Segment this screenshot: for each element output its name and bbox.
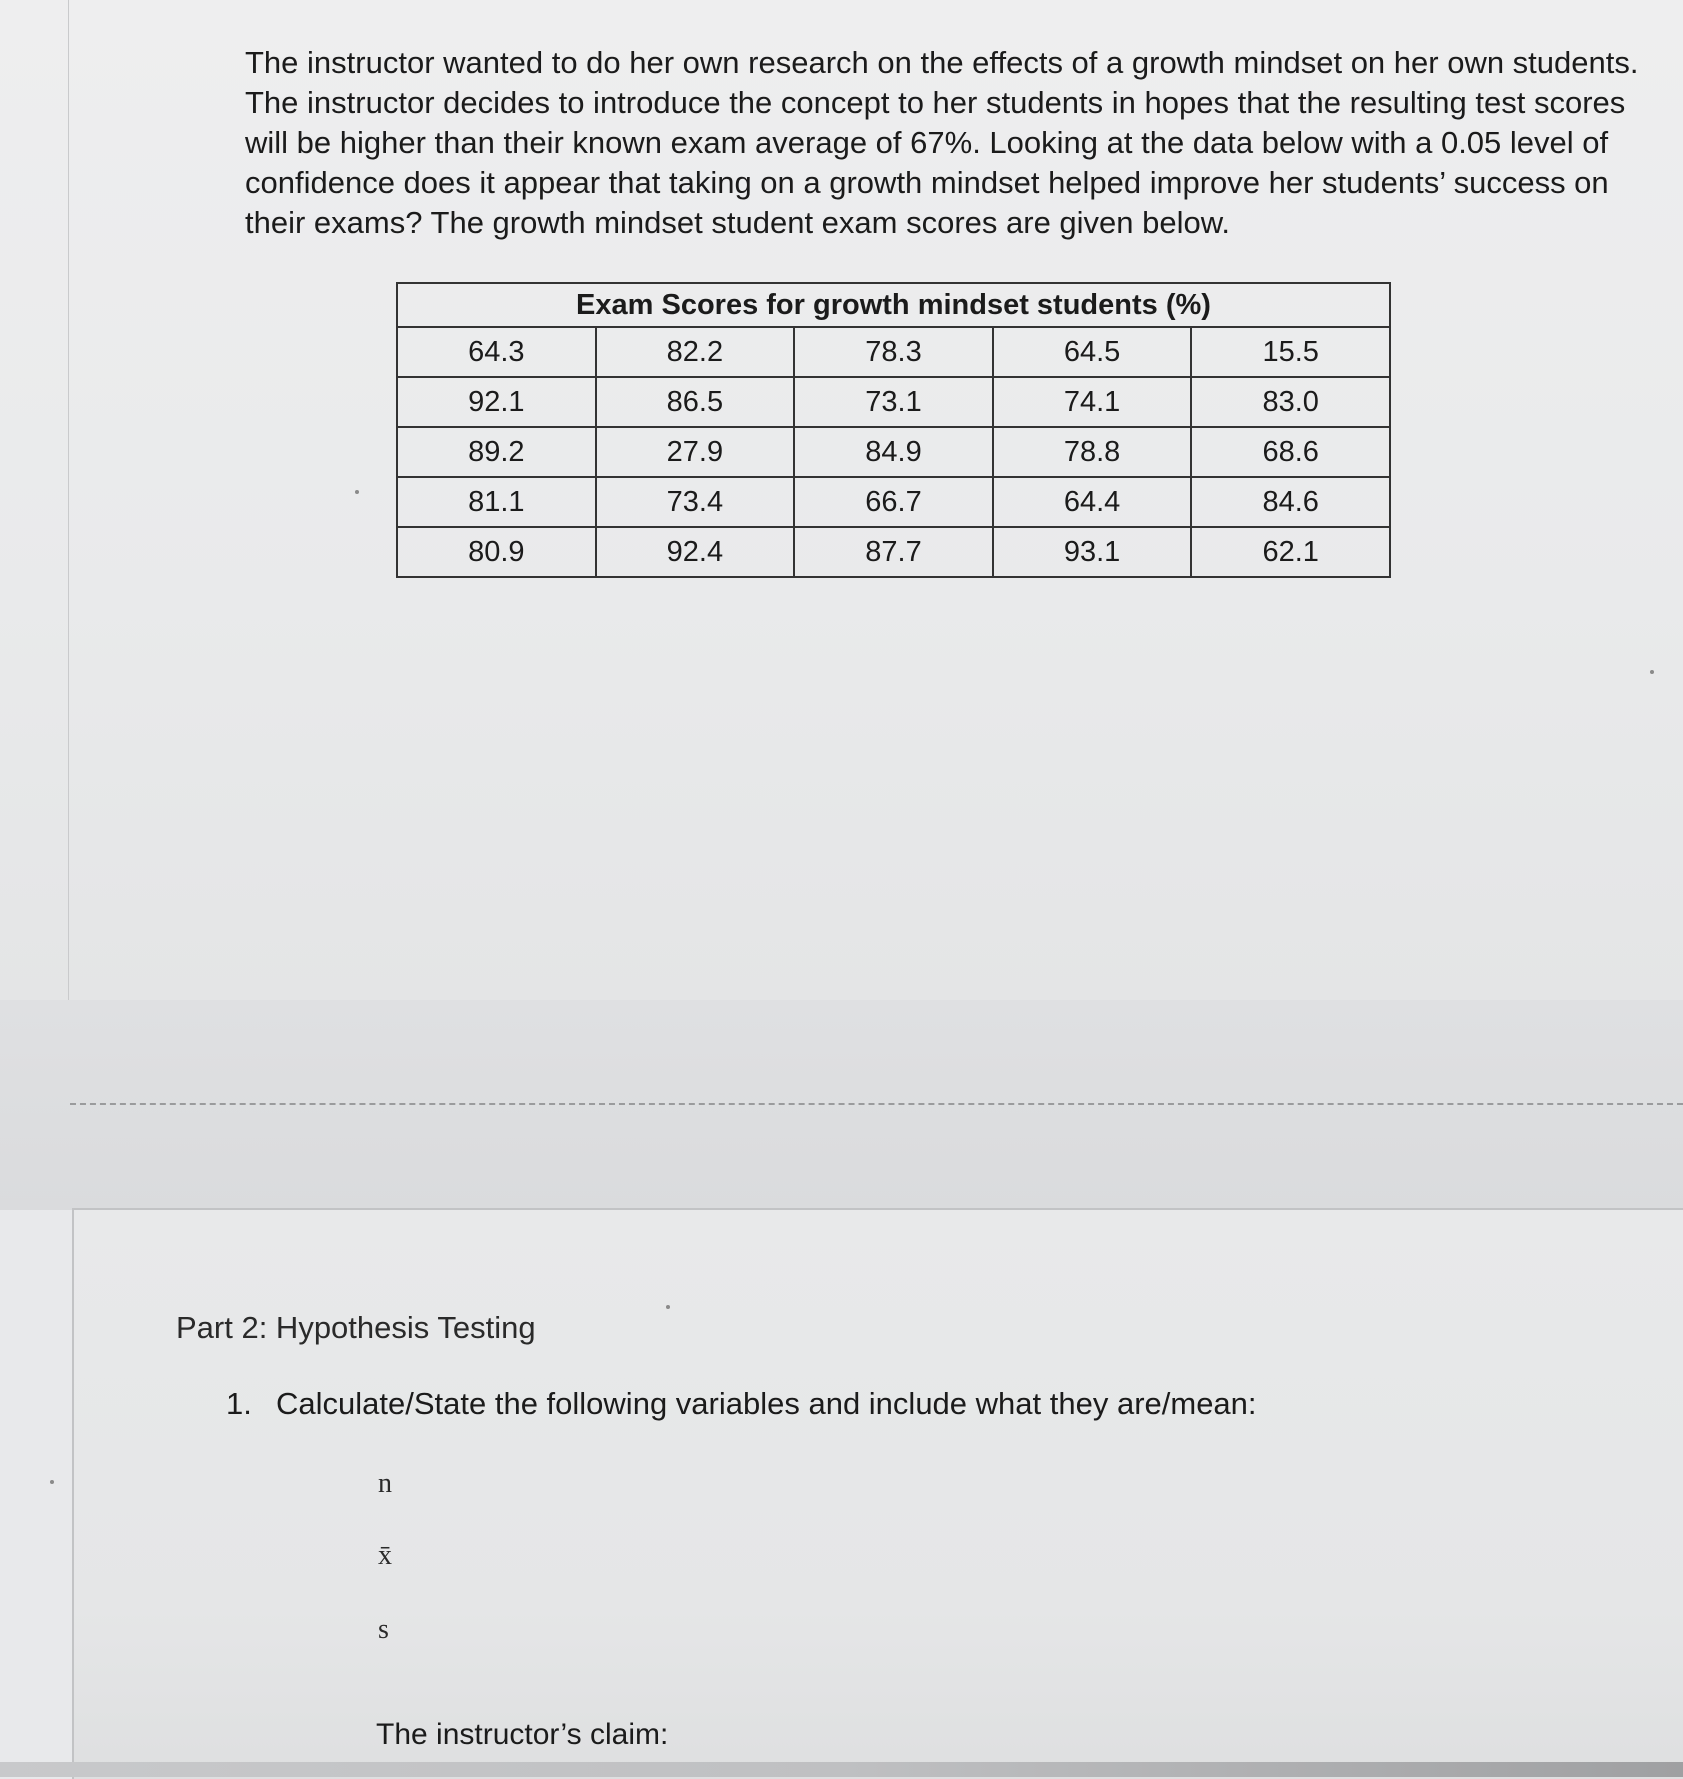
question-1 xyxy=(226,1386,1257,1422)
claim-label: The instructor’s claim: xyxy=(376,1718,669,1751)
part-heading: Part 2: Hypothesis Testing xyxy=(176,1310,536,1345)
table-cell: 64.3 xyxy=(397,327,596,377)
table-cell: 78.8 xyxy=(993,427,1192,477)
variable-n: n xyxy=(378,1468,392,1499)
dust-speck xyxy=(355,490,359,494)
table-cell: 74.1 xyxy=(993,377,1192,427)
question-number: 1. xyxy=(226,1386,252,1421)
table-cell: 66.7 xyxy=(794,477,993,527)
exam-scores-table xyxy=(396,282,1391,578)
table-cell: 84.9 xyxy=(794,427,993,477)
dashed-divider xyxy=(70,1103,1683,1105)
variable-x-bar: x̄ xyxy=(378,1540,392,1571)
table-cell: 89.2 xyxy=(397,427,596,477)
table-row xyxy=(397,427,1390,477)
table-cell: 84.6 xyxy=(1191,477,1390,527)
problem-statement: The instructor wanted to do her own research on the effects of a growth mindset on her own students. The instructor decides to introduce the concept to her students in hopes that the resulting test scores will be higher than their known exam average of 67%. Looking at the data below with a 0.05 level of confidence does it appear that taking on a growth mindset helped improve her students’ success on their exams? The growth mindset student exam scores are given below. xyxy=(245,45,1639,240)
lower-card xyxy=(72,1208,1683,1779)
bottom-shadow xyxy=(0,1762,1683,1777)
table-row xyxy=(397,477,1390,527)
table-cell: 83.0 xyxy=(1191,377,1390,427)
table-cell: 64.4 xyxy=(993,477,1192,527)
table-cell: 15.5 xyxy=(1191,327,1390,377)
table-title: Exam Scores for growth mindset students (%) xyxy=(397,283,1390,327)
table-cell: 93.1 xyxy=(993,527,1192,577)
table-cell: 73.4 xyxy=(596,477,795,527)
table-row xyxy=(397,327,1390,377)
table-row xyxy=(397,377,1390,427)
dust-speck xyxy=(50,1480,54,1484)
table-cell: 64.5 xyxy=(993,327,1192,377)
table-cell: 87.7 xyxy=(794,527,993,577)
question-text: Calculate/State the following variables and include what they are/mean: xyxy=(276,1386,1257,1421)
page-gap-band xyxy=(0,1000,1683,1210)
table-cell: 68.6 xyxy=(1191,427,1390,477)
table-cell: 82.2 xyxy=(596,327,795,377)
table-cell: 62.1 xyxy=(1191,527,1390,577)
variable-s: s xyxy=(378,1614,389,1645)
dust-speck xyxy=(1650,670,1654,674)
table-cell: 27.9 xyxy=(596,427,795,477)
table-cell: 73.1 xyxy=(794,377,993,427)
table-cell: 81.1 xyxy=(397,477,596,527)
table-cell: 92.4 xyxy=(596,527,795,577)
table-cell: 86.5 xyxy=(596,377,795,427)
dust-speck xyxy=(666,1305,670,1309)
table-cell: 80.9 xyxy=(397,527,596,577)
table-cell: 78.3 xyxy=(794,327,993,377)
table-cell: 92.1 xyxy=(397,377,596,427)
table-row xyxy=(397,527,1390,577)
